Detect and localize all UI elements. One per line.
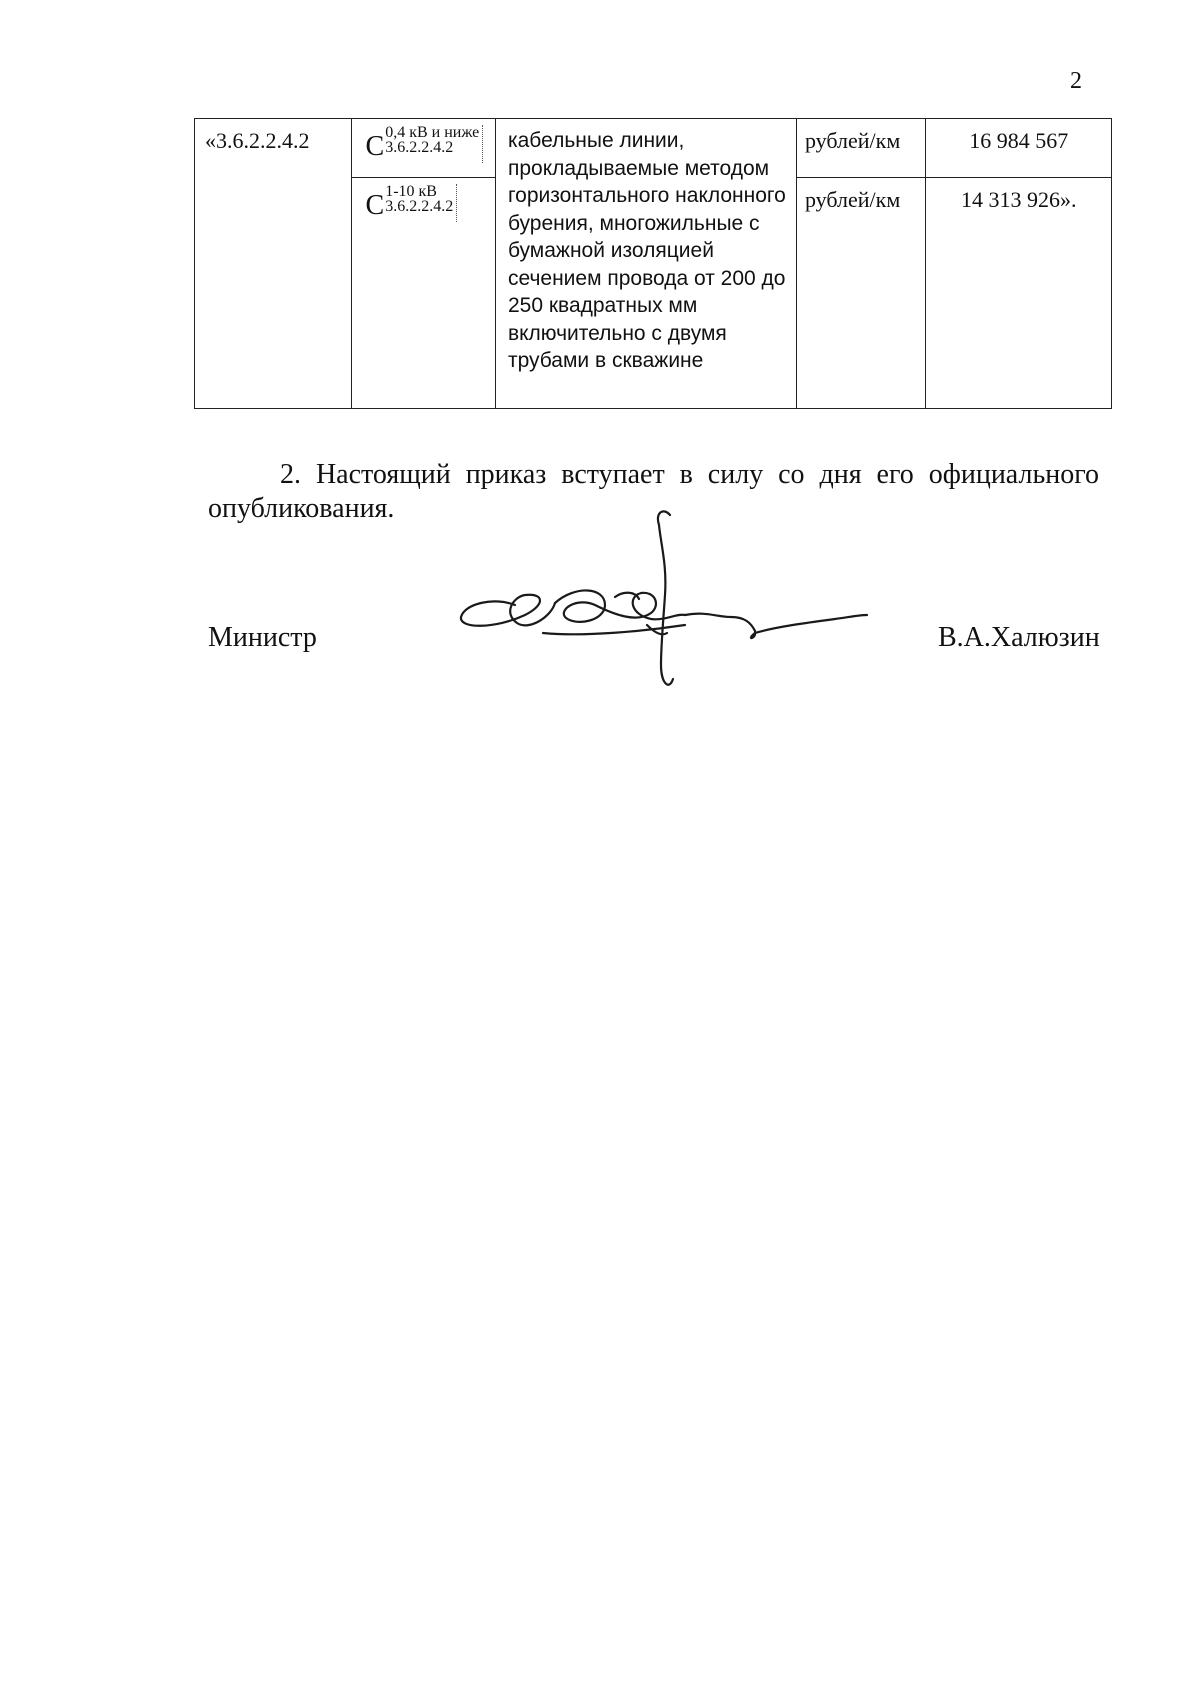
page-number: 2 <box>1070 68 1082 94</box>
description-text: кабельные линии, прокладываемые методом горизонтального наклонного бурения, многожильные с бумажной изоляцией сечением провода от 200 до 250 квадратных мм включительно с двумя трубами в скважине <box>507 129 786 372</box>
symbol-superscript: 1-10 кВ <box>385 183 437 200</box>
description-cell <box>495 119 796 409</box>
symbol-base: C <box>365 190 385 221</box>
row-code: «3.6.2.2.4.2 <box>205 128 310 153</box>
unit-cell <box>796 178 925 409</box>
signature-image <box>455 505 895 695</box>
unit-text: рублей/км <box>804 128 901 153</box>
signatory-name: В.А.Халюзин <box>938 622 1100 653</box>
signatory-title: Министр <box>208 622 317 653</box>
table-row <box>195 119 1112 178</box>
symbol-base: C <box>365 131 385 162</box>
unit-text: рублей/км <box>804 187 901 212</box>
effective-date-paragraph: 2. Настоящий приказ вступает в силу со дня его официального опубликования. <box>208 459 1099 524</box>
rate-symbol <box>366 184 458 222</box>
symbol-subscript: 3.6.2.2.4.2 <box>385 139 454 156</box>
tariff-table <box>194 118 1112 409</box>
rate-symbol <box>366 125 484 163</box>
value-text: 14 313 926». <box>960 187 1077 212</box>
value-cell <box>926 119 1112 178</box>
row-code-cell <box>195 119 352 409</box>
symbol-superscript: 0,4 кВ и ниже <box>385 124 480 141</box>
value-cell <box>926 178 1112 409</box>
symbol-subscript: 3.6.2.2.4.2 <box>385 198 454 215</box>
unit-cell <box>796 119 925 178</box>
symbol-cell <box>351 178 495 409</box>
symbol-cell <box>351 119 495 178</box>
value-text: 16 984 567 <box>969 128 1069 153</box>
